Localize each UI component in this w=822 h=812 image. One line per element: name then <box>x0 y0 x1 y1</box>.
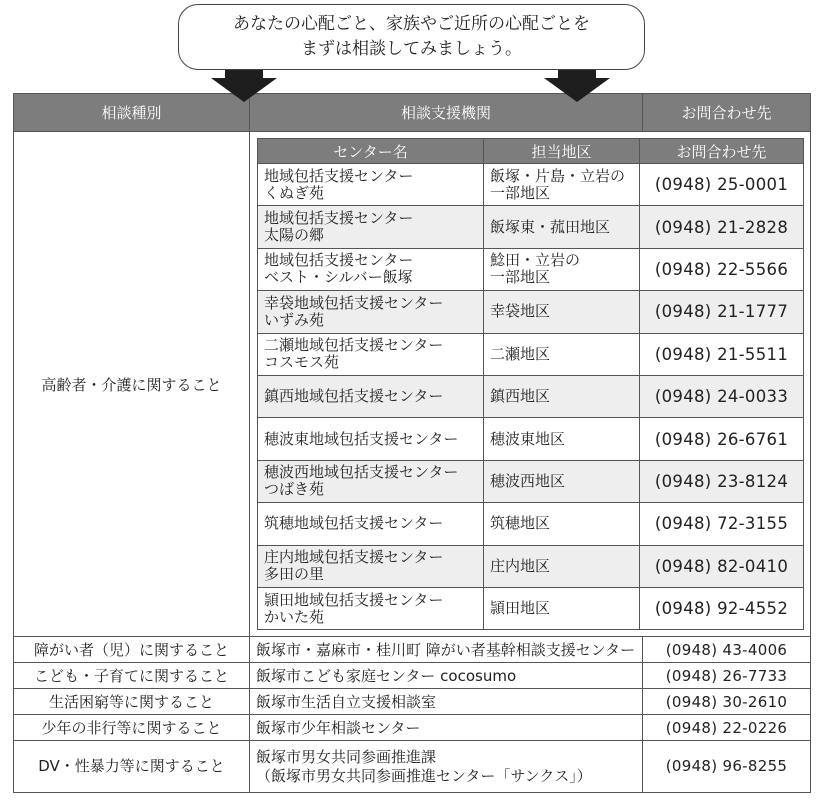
category-topic: 少年の非行等に関すること <box>14 715 250 741</box>
category-agency: 飯塚市・嘉麻市・桂川町 障がい者基幹相談支援センター <box>250 637 643 663</box>
elderly-centers-cell <box>250 132 811 637</box>
center-row <box>258 375 804 417</box>
center-name: 穂波西地域包括支援センター つばき苑 <box>258 460 484 502</box>
center-name: 二瀬地域包括支援センター コスモス苑 <box>258 333 484 375</box>
elderly-topic: 高齢者・介護に関すること <box>14 132 250 637</box>
category-agency: 飯塚市少年相談センター <box>250 715 643 741</box>
centers-header-row <box>258 139 804 164</box>
center-phone[interactable]: (0948) 72-3155 <box>640 503 804 545</box>
callout-line-2: まずは相談してみましょう。 <box>301 39 522 59</box>
center-name: 庄内地域包括支援センター 多田の里 <box>258 545 484 587</box>
category-row <box>14 637 811 663</box>
center-phone[interactable]: (0948) 24-0033 <box>640 375 804 417</box>
center-name: 幸袋地域包括支援センター いずみ苑 <box>258 291 484 333</box>
center-name: 鎮西地域包括支援センター <box>258 375 484 417</box>
header-category: 相談種別 <box>14 94 250 132</box>
header-agency: 相談支援機関 <box>250 94 643 132</box>
center-phone[interactable]: (0948) 21-2828 <box>640 206 804 248</box>
center-row <box>258 545 804 587</box>
category-row <box>14 689 811 715</box>
center-phone[interactable]: (0948) 92-4552 <box>640 587 804 629</box>
center-name: 地域包括支援センター 太陽の郷 <box>258 206 484 248</box>
center-district: 鯰田・立岩の 一部地区 <box>484 248 640 290</box>
center-name: 筑穂地域包括支援センター <box>258 503 484 545</box>
callout-line-1: あなたの心配ごと、家族やご近所の心配ごとを <box>233 14 590 34</box>
category-phone[interactable]: (0948) 26-7733 <box>643 663 811 689</box>
category-agency: 飯塚市男女共同参画推進課 （飯塚市男女共同参画推進センター「サンクス」） <box>250 741 643 793</box>
category-agency: 飯塚市生活自立支援相談室 <box>250 689 643 715</box>
category-row <box>14 663 811 689</box>
center-row <box>258 503 804 545</box>
category-phone[interactable]: (0948) 96-8255 <box>643 741 811 793</box>
elderly-row <box>14 132 811 637</box>
center-district: 鎮西地区 <box>484 375 640 417</box>
center-phone[interactable]: (0948) 26-6761 <box>640 418 804 460</box>
category-topic: 障がい者（児）に関すること <box>14 637 250 663</box>
center-district: 庄内地区 <box>484 545 640 587</box>
header-contact: お問合わせ先 <box>643 94 811 132</box>
col-district: 担当地区 <box>484 139 640 164</box>
center-name: 地域包括支援センター くぬぎ苑 <box>258 164 484 206</box>
center-district: 飯塚・片島・立岩の 一部地区 <box>484 164 640 206</box>
center-district: 穂波東地区 <box>484 418 640 460</box>
center-name: 頴田地域包括支援センター かいた苑 <box>258 587 484 629</box>
center-phone[interactable]: (0948) 82-0410 <box>640 545 804 587</box>
callout-bubble <box>178 4 645 70</box>
center-row <box>258 206 804 248</box>
category-topic: こども・子育てに関すること <box>14 663 250 689</box>
center-phone[interactable]: (0948) 21-5511 <box>640 333 804 375</box>
center-district: 穂波西地区 <box>484 460 640 502</box>
center-row <box>258 333 804 375</box>
category-agency: 飯塚市こども家庭センター cocosumo <box>250 663 643 689</box>
center-phone[interactable]: (0948) 21-1777 <box>640 291 804 333</box>
category-row <box>14 715 811 741</box>
center-district: 幸袋地区 <box>484 291 640 333</box>
center-district: 二瀬地区 <box>484 333 640 375</box>
center-name: 穂波東地域包括支援センター <box>258 418 484 460</box>
center-row <box>258 164 804 206</box>
center-phone[interactable]: (0948) 22-5566 <box>640 248 804 290</box>
category-phone[interactable]: (0948) 22-0226 <box>643 715 811 741</box>
center-district: 頴田地区 <box>484 587 640 629</box>
center-row <box>258 291 804 333</box>
col-contact: お問合わせ先 <box>640 139 804 164</box>
center-name: 地域包括支援センター ベスト・シルバー飯塚 <box>258 248 484 290</box>
consultation-table <box>13 93 811 793</box>
category-row <box>14 741 811 793</box>
center-row <box>258 460 804 502</box>
category-phone[interactable]: (0948) 43-4006 <box>643 637 811 663</box>
category-topic: DV・性暴力等に関すること <box>14 741 250 793</box>
category-phone[interactable]: (0948) 30-2610 <box>643 689 811 715</box>
center-phone[interactable]: (0948) 23-8124 <box>640 460 804 502</box>
col-center-name: センター名 <box>258 139 484 164</box>
category-topic: 生活困窮等に関すること <box>14 689 250 715</box>
center-district: 飯塚東・菰田地区 <box>484 206 640 248</box>
header-row <box>14 94 811 132</box>
center-phone[interactable]: (0948) 25-0001 <box>640 164 804 206</box>
center-row <box>258 587 804 629</box>
center-row <box>258 248 804 290</box>
center-district: 筑穂地区 <box>484 503 640 545</box>
centers-table <box>257 138 804 630</box>
center-row <box>258 418 804 460</box>
